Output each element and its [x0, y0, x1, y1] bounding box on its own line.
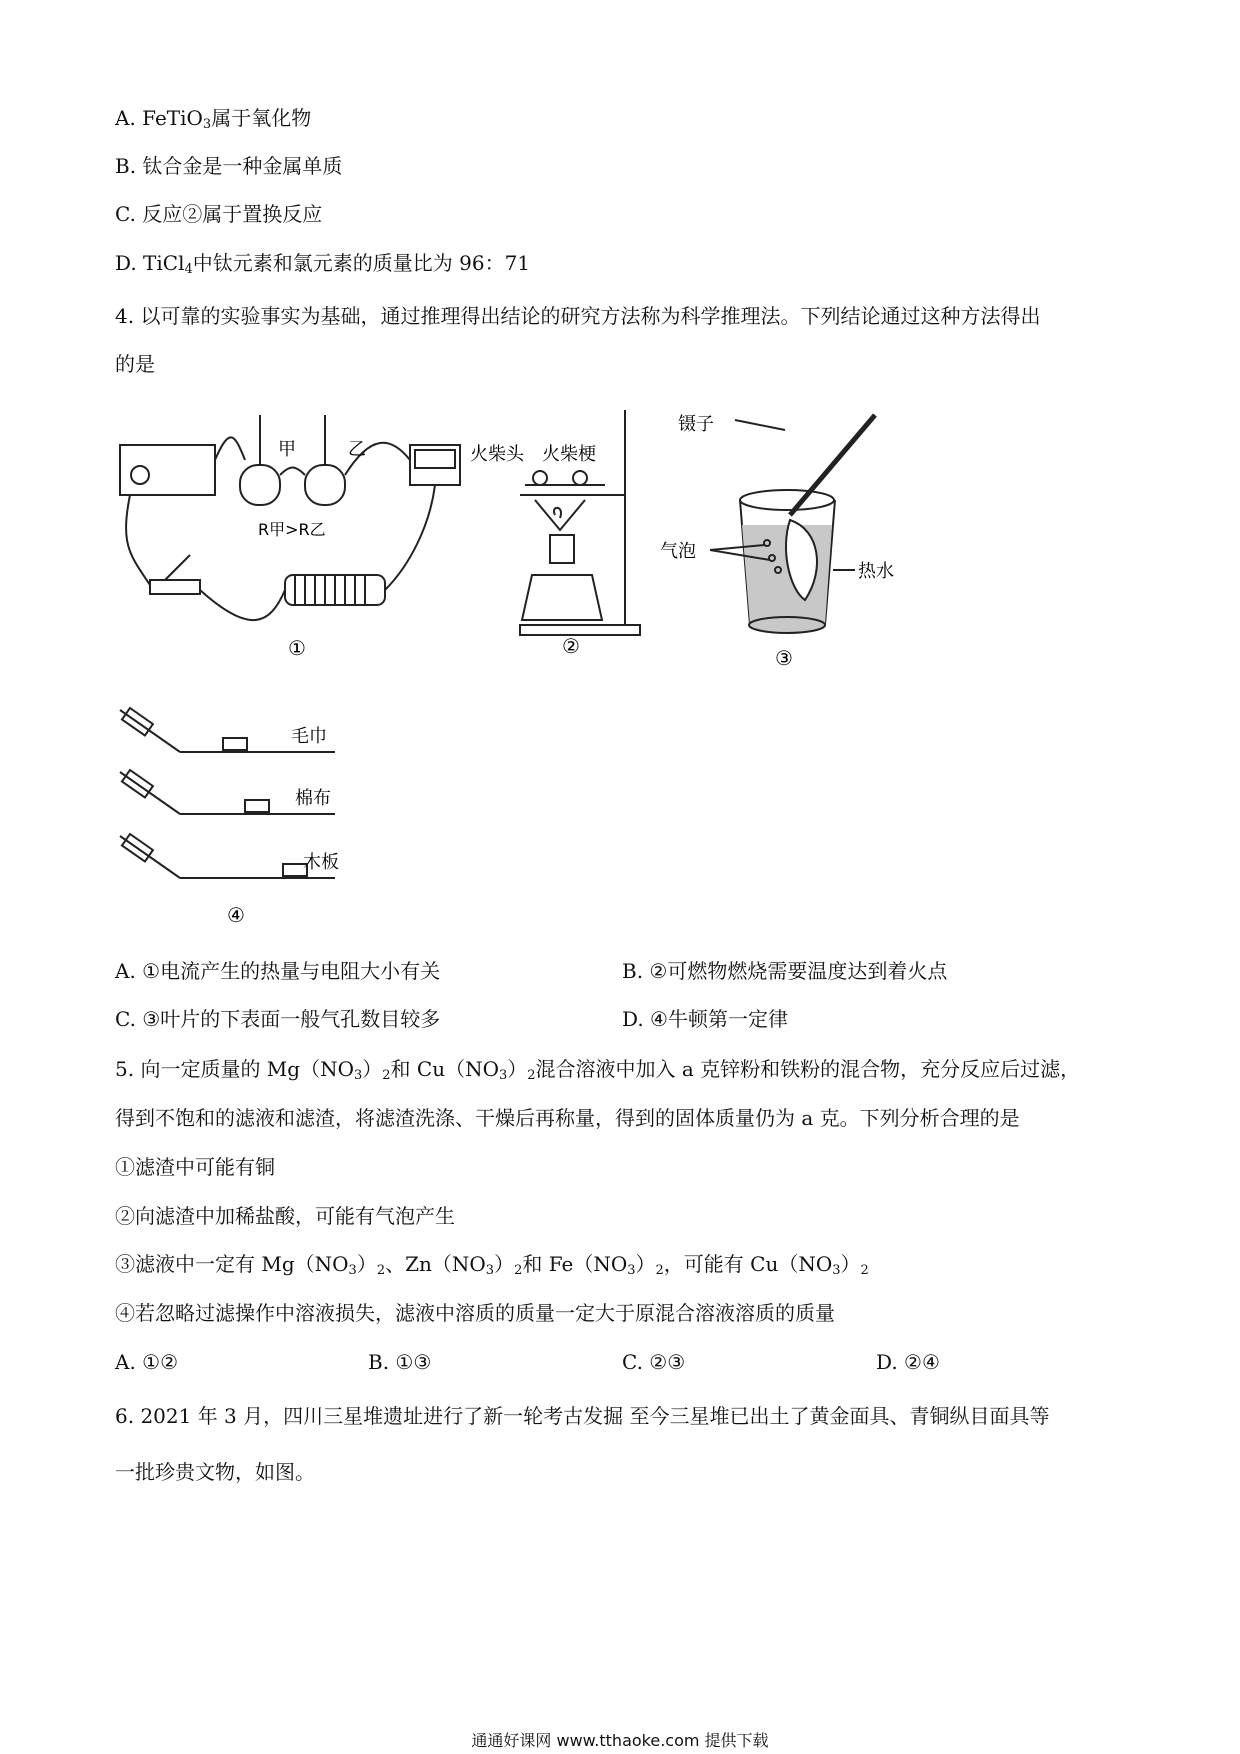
q4-option-a: A. ①电流产生的热量与电阻大小有关	[115, 959, 441, 983]
fig3-hot-water-label: 热水	[858, 561, 894, 582]
fig4-number-label: ④	[227, 903, 245, 927]
fig2-match-stick-label: 火柴梗	[542, 444, 596, 465]
fig3-bubbles-label: 气泡	[660, 541, 696, 562]
figure-1-circuit	[110, 405, 470, 665]
figure-2-ignition	[470, 400, 650, 660]
fig1-number-label: ①	[288, 636, 306, 660]
q4-option-b: B. ②可燃物燃烧需要温度达到着火点	[622, 959, 948, 983]
q5-option-d: D. ②④	[876, 1350, 940, 1374]
q3-option-b: B. 钛合金是一种金属单质	[115, 154, 343, 178]
fig2-match-head-label: 火柴头	[470, 444, 524, 465]
q6-stem-line2: 一批珍贵文物，如图。	[115, 1460, 315, 1484]
q5-statement-4: ④若忽略过滤操作中溶液损失，滤液中溶质的质量一定大于原混合溶液溶质的质量	[115, 1301, 835, 1325]
q3-option-a: A. FeTiO$_3$属于氧化物	[115, 106, 312, 132]
fig4-cotton-label: 棉布	[295, 788, 331, 809]
q5-option-b: B. ①③	[368, 1350, 432, 1374]
fig4-towel-label: 毛巾	[291, 726, 327, 747]
q4-option-c: C. ③叶片的下表面一般气孔数目较多	[115, 1007, 441, 1031]
q4-stem-line2: 的是	[115, 352, 155, 376]
figure-3-leaf-in-hot-water	[650, 400, 910, 670]
q6-stem-line1: 6. 2021 年 3 月，四川三星堆遗址进行了新一轮考古发掘 至今三星堆已出土了黄金面具、青铜纵目面具等	[115, 1404, 1050, 1428]
q5-statement-2: ②向滤渣中加稀盐酸，可能有气泡产生	[115, 1204, 455, 1228]
fig2-number-label: ②	[562, 634, 580, 658]
q5-stem-line2: 得到不饱和的滤液和滤渣，将滤渣洗涤、干燥后再称量，得到的固体质量仍为 a 克。下列分析合理的是	[115, 1106, 1020, 1130]
fig1-yi-label: 乙	[348, 439, 366, 460]
page-footer: 通通好课网 www.tthaoke.com 提供下载	[471, 1731, 769, 1750]
q3-option-d: D. TiCl$_4$中钛元素和氯元素的质量比为 96：71	[115, 251, 531, 277]
q5-stem-line1: 5. 向一定质量的 $Mg(NO_3)_2$和 $Cu(NO_3)_2$混合溶液中加入 a 克锌粉和铁粉的混合物，充分反应后过滤，	[115, 1057, 1081, 1083]
q5-statement-1: ①滤渣中可能有铜	[115, 1155, 275, 1179]
q4-option-d: D. ④牛顿第一定律	[622, 1007, 788, 1031]
figure-4-inclined-plane	[115, 700, 375, 930]
fig1-jia-label: 甲	[278, 439, 296, 460]
q5-option-a: A. ①②	[115, 1350, 179, 1374]
fig4-board-label: 木板	[303, 852, 339, 873]
fig3-number-label: ③	[775, 646, 793, 670]
q4-stem-line1: 4. 以可靠的实验事实为基础，通过推理得出结论的研究方法称为科学推理法。下列结论通过这种方法得出	[115, 304, 1041, 328]
fig3-tweezers-label: 镊子	[678, 414, 714, 435]
q5-statement-3: ③滤液中一定有 $Mg(NO_3)_2$、$Zn(NO_3)_2$和 $Fe(NO_3)_2$，可能有 $Cu(NO_3)_2$	[115, 1252, 869, 1278]
q3-option-c: C. 反应②属于置换反应	[115, 202, 323, 226]
q5-option-c: C. ②③	[622, 1350, 686, 1374]
fig1-resistance-relation: R甲>R乙	[258, 520, 326, 539]
